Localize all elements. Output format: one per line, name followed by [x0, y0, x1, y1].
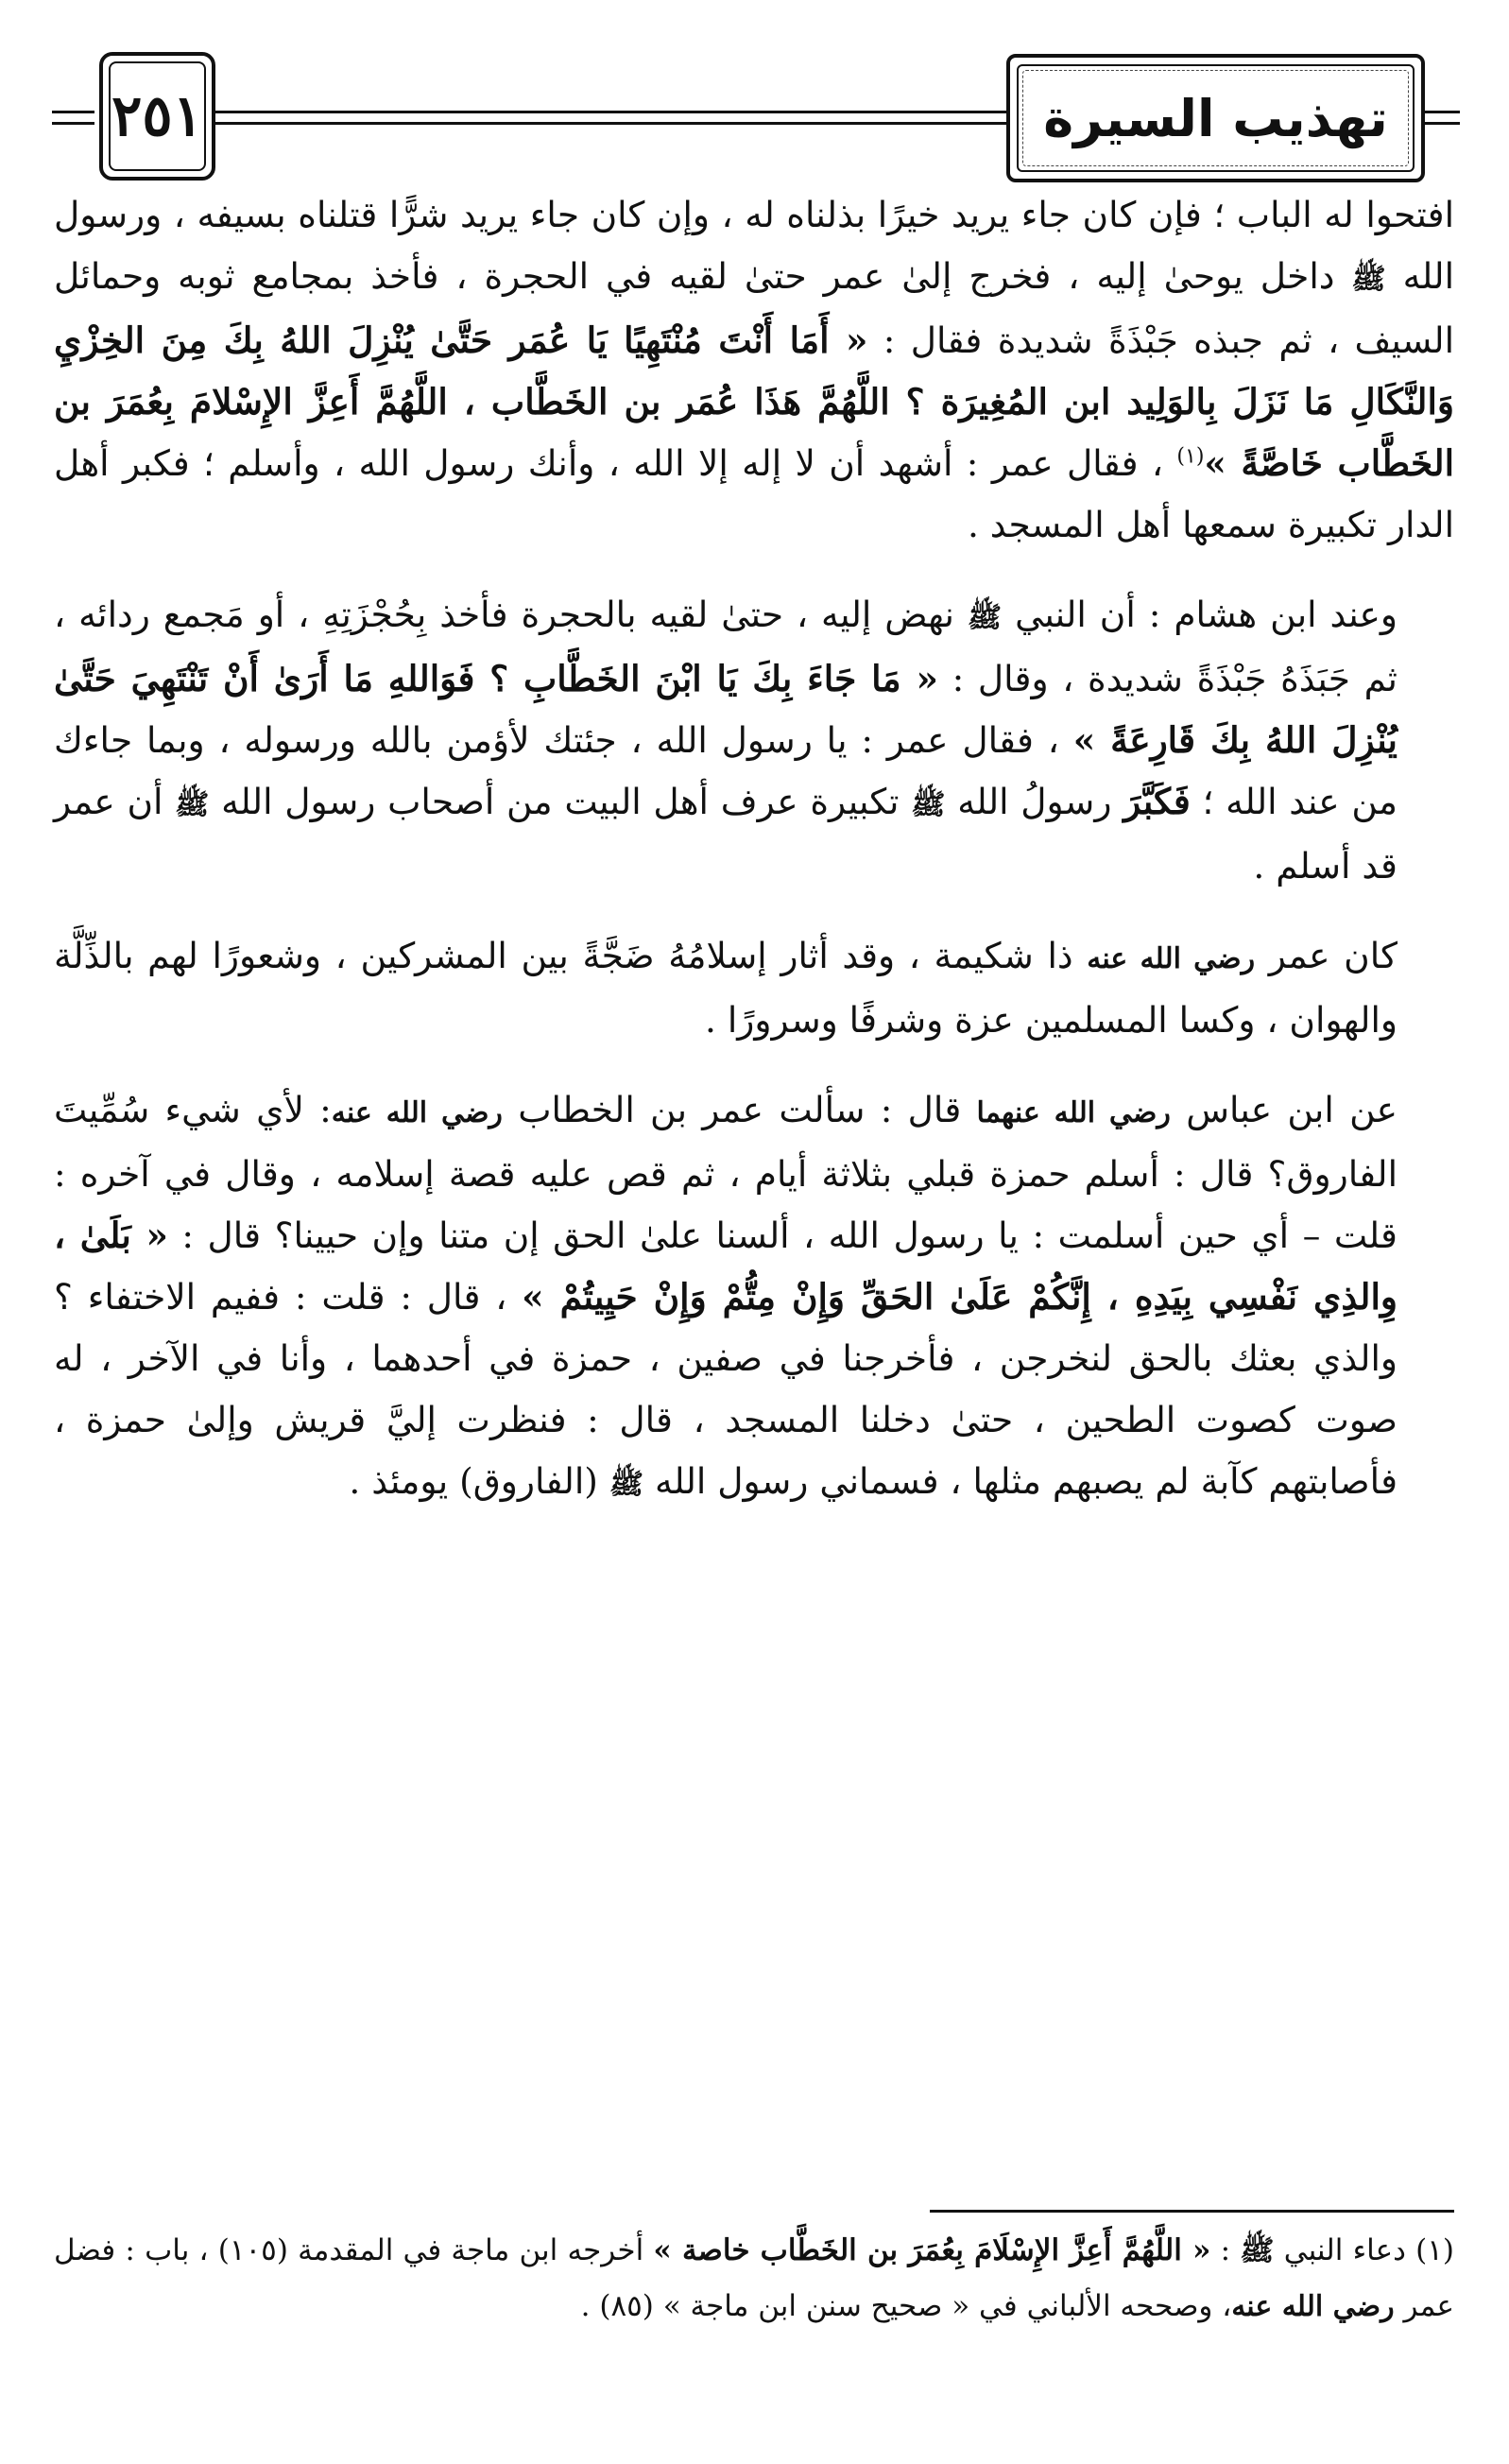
text-run: ذا شكيمة ، وقد أثار إسلامُهُ ضَجَّةً بين المشركين ، وشعورًا لهم بالذِّلَّة والهوان ، وكسا المسلمين عزة وشرفًا وسرورًا . [54, 935, 1398, 1041]
header-rule [52, 122, 94, 125]
header-rule [208, 122, 1006, 125]
text-run: افتحوا له الباب ؛ فإن كان جاء يريد خيرًا بذلناه له ، وإن كان جاء يريد شرًّا قتلناه بسيفه ، ورسول الله [54, 194, 1454, 297]
page-number-frame [99, 52, 215, 181]
text-run: أخرجه ابن ماجة في المقدمة (١٠٥) ، باب : فضل عمر [54, 2233, 1454, 2323]
honorific-glyph: رضي الله عنهما [976, 1096, 1171, 1129]
text-run: تكبيرة عرف أهل البيت من أصحاب رسول الله [209, 781, 912, 822]
footnote-number: (١) [1415, 2233, 1454, 2267]
paragraph [54, 184, 1454, 556]
honorific-glyph: ﷺ [967, 601, 1003, 634]
book-title: تهذيب السيرة [1043, 88, 1388, 148]
text-run: قال : سألت عمر بن الخطاب [502, 1089, 977, 1130]
text-run: : لأي شيء سُمِّيتَ الفاروق؟ قال : أسلم حمزة قبلي بثلاثة أيام ، ثم قص عليه قصة إسلامه ، وقال في آخره : قلت – أي حين أسلمت : يا رسول الله ، ألسنا علىٰ الحق إن متنا وإن حيينا؟ قال : [54, 1089, 1398, 1256]
footnote-ref: (١) [1176, 444, 1205, 469]
quoted-hadith: فَكَبَّرَ [1123, 781, 1191, 822]
text-run: دعاء النبي [1274, 2233, 1416, 2267]
text-run: : [1210, 2233, 1241, 2267]
honorific-glyph: رضي الله عنه [1231, 2290, 1395, 2323]
header-rule [208, 111, 1006, 113]
footnote [54, 2223, 1454, 2335]
honorific-glyph: ﷺ [1351, 263, 1386, 296]
main-text [54, 184, 1454, 1543]
quoted-hadith: « اللَّهُمَّ أَعِزَّ الإِسْلَامَ بِعُمَرَ بن الخَطَّاب خاصة » [653, 2233, 1211, 2267]
paragraph [54, 925, 1454, 1051]
text-run: أن عمر قد أسلم . [54, 781, 1398, 887]
text-run: وعند ابن هشام : أن النبي [1002, 594, 1398, 635]
text-run: داخل يوحىٰ إليه ، فخرج إلىٰ عمر حتىٰ لقيه في الحجرة ، فأخذ بمجامع ثوبه وحمائل السيف ، ثم جبذه جَبْذَةً شديدة فقال : [54, 255, 1454, 361]
text-run: ، قال : قلت : ففيم الاختفاء ؟ والذي بعثك بالحق لنخرجن ، فأخرجنا في صفين ، حمزة في أحدهما ، وأنا في الآخر ، له صوت كصوت الطحين ، حتىٰ دخلنا المسجد ، قال : فنظرت إليَّ قريش وإلىٰ حمزة ، فأصابتهم كآبة لم يصبهم مثلها ، فسماني رسول الله [54, 1276, 1398, 1502]
quoted-hadith: « أَمَا أَنْتَ مُنْتَهِيًا يَا عُمَر حَتَّىٰ يُنْزِلَ اللهُ بِكَ مِنَ الخِزْيِ وَالنَّكَالِ مَا نَزَلَ بِالوَلِيد ابن المُغِيرَة ؟ اللَّهُمَّ هَذَا عُمَر بن الخَطَّاب ، اللَّهُمَّ أَعِزَّ الإِسْلامَ بِعُمَرَ بن الخَطَّاب خَاصَّةً » [54, 319, 1454, 484]
honorific-glyph: رضي الله عنه [1087, 942, 1256, 975]
text-run: رسولُ الله [945, 781, 1124, 822]
quoted-hadith: « مَا جَاءَ بِكَ يَا ابْنَ الخَطَّابِ ؟ فَوَاللهِ مَا أَرَىٰ أَنْ تَنْتَهِيَ حَتَّىٰ يُنْزِلَ اللهُ بِكَ قَارِعَةً » [54, 658, 1398, 761]
paragraph [54, 1079, 1454, 1515]
honorific-glyph: ﷺ [911, 788, 946, 821]
text-run: (الفاروق) يومئذ . [349, 1460, 609, 1502]
honorific-glyph: ﷺ [175, 788, 210, 821]
honorific-glyph: رضي الله عنه [331, 1096, 503, 1129]
book-title-frame [1006, 54, 1425, 182]
text-run: ، فقال عمر : يا رسول الله ، جئتك لأؤمن بالله ورسوله ، وبما جاءك من عند الله ؛ [54, 719, 1398, 822]
header-rule [52, 111, 94, 113]
page-number: ٢٥١ [111, 83, 203, 149]
honorific-glyph: ﷺ [609, 1468, 644, 1501]
text-run: ، فقال عمر : أشهد أن لا إله إلا الله ، وأنك رسول الله ، وأسلم ؛ فكبر أهل الدار تكبيرة سمعها أهل المسجد . [54, 442, 1454, 545]
footnote-separator [930, 2210, 1454, 2213]
paragraph [54, 584, 1454, 897]
honorific-glyph: ﷺ [1240, 2234, 1275, 2267]
quoted-hadith: « بَلَىٰ ، وِالذِي نَفْسِي بِيَدِهِ ، إِنَّكُمْ عَلَىٰ الحَقِّ وَإِنْ مِتُّمْ وَإِنْ حَيِيتُمْ » [54, 1215, 1398, 1318]
page-header [52, 52, 1460, 184]
text-run: ، وصححه الألباني في « صحيح سنن ابن ماجة » (٨٥) . [580, 2289, 1232, 2323]
text-run: عن ابن عباس [1170, 1089, 1398, 1130]
text-run: نهض إليه ، حتىٰ لقيه بالحجرة فأخذ بِحُجْزَتِهِ ، أو مَجمع ردائه ، ثم جَبَذَهُ جَبْذَةً شديدة ، وقال : [54, 594, 1398, 699]
text-run: كان عمر [1255, 935, 1398, 976]
